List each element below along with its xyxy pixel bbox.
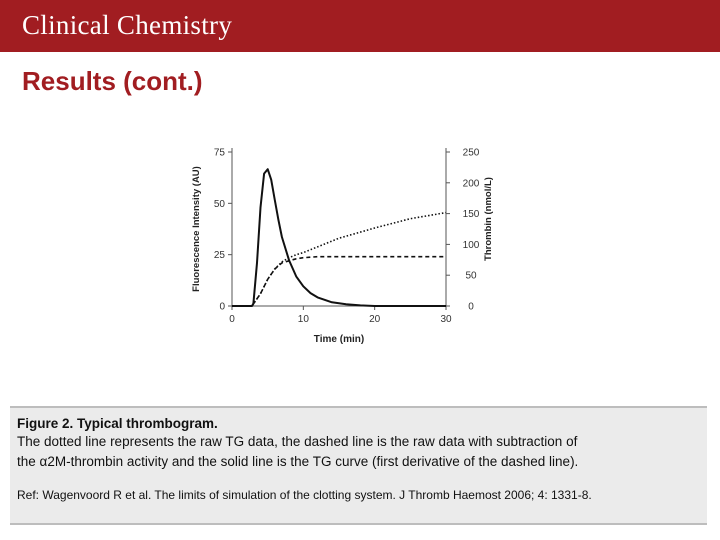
caption-reference: Ref: Wagenvoord R et al. The limits of simulation of the clotting system. J Thromb Haemost 2006; 4: 1331-8. bbox=[17, 488, 592, 502]
y2-tick-label: 150 bbox=[462, 209, 480, 221]
x-tick-label: 0 bbox=[229, 314, 235, 325]
caption-heading: Figure 2. Typical thrombogram. bbox=[17, 416, 218, 431]
journal-banner bbox=[0, 0, 720, 52]
y2-tick-label: 50 bbox=[465, 270, 477, 282]
thrombogram-figure bbox=[186, 144, 498, 350]
y-axis-title: Fluorescence Intensity (AU) bbox=[191, 166, 202, 292]
figure-caption bbox=[10, 406, 707, 525]
caption-line-2: the α2M-thrombin activity and the solid line is the TG curve (first derivative of the dashed line). bbox=[17, 454, 579, 469]
journal-title: Clinical Chemistry bbox=[22, 10, 233, 40]
x-tick-label: 30 bbox=[440, 314, 452, 325]
slide-title: Results (cont.) bbox=[22, 66, 203, 96]
x-tick-label: 10 bbox=[297, 314, 309, 325]
y-tick-label: 50 bbox=[213, 198, 225, 210]
x-axis-title: Time (min) bbox=[313, 334, 365, 345]
y2-tick-label: 100 bbox=[462, 239, 480, 251]
y2-axis-title: Thrombin (nmol/L) bbox=[483, 177, 494, 261]
y2-tick-label: 0 bbox=[468, 301, 474, 313]
y-tick-label: 0 bbox=[219, 301, 225, 313]
series-dotted-line bbox=[232, 213, 446, 306]
y-tick-label: 25 bbox=[213, 250, 225, 262]
thrombogram-chart bbox=[186, 144, 498, 350]
x-tick-label: 20 bbox=[369, 314, 381, 325]
y-tick-label: 75 bbox=[213, 147, 225, 159]
caption-line-1: The dotted line represents the raw TG data, the dashed line is the raw data with subtraction of bbox=[17, 434, 578, 449]
y2-tick-label: 200 bbox=[462, 178, 480, 190]
series-dashed-line bbox=[232, 257, 446, 306]
y2-tick-label: 250 bbox=[462, 147, 480, 159]
